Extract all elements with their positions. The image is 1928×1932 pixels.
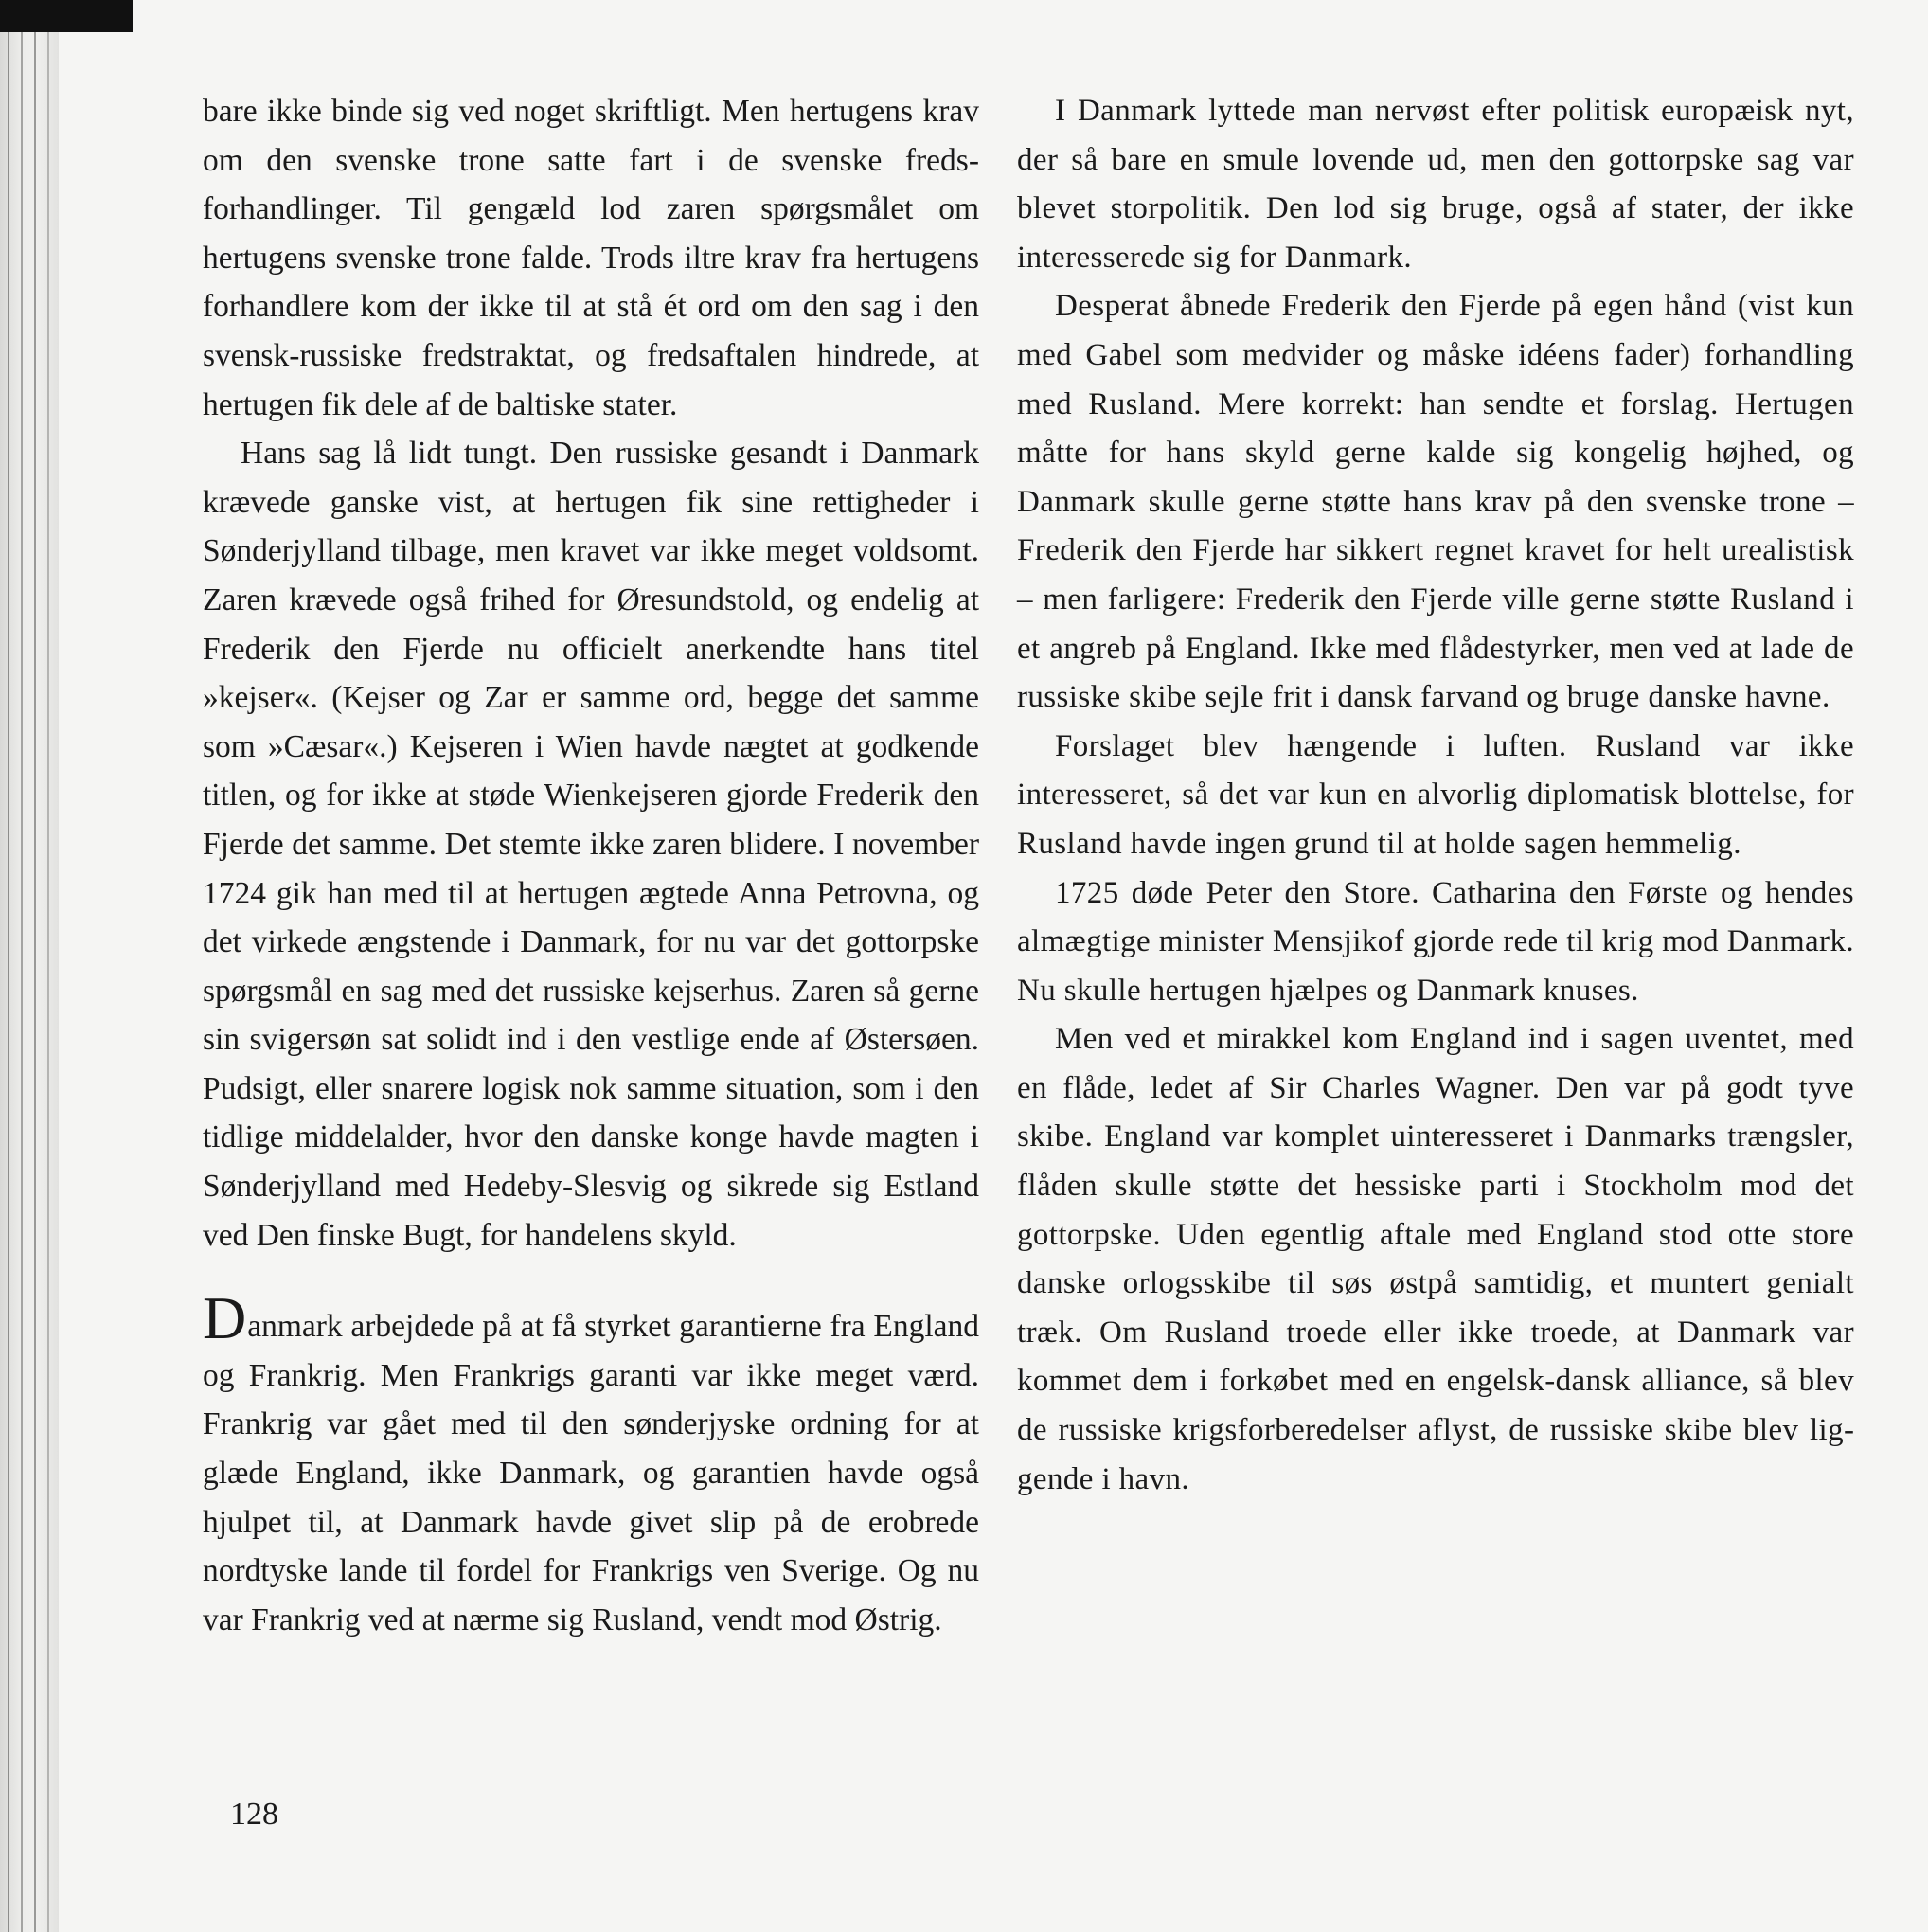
binding-line xyxy=(8,0,9,1932)
paragraph: Desperat åbnede Frederik den Fjerde på egen hånd (vist kun med Gabel som medvider og måske idéens fader) forhandling med Rusland. Mere korrekt: han sendte et forslag. Hertugen måtte for hans skyld gerne kalde sig kongelig højhed, og Danmark skulle gerne støtte hans krav på den svenske trone – Frederik den Fjerde har sikkert regnet kravet for helt urealistisk – men farligere: Frederik den Fjerde ville gerne støtte Rusland i et angreb på England. Ikke med flådestyrker, men ved at lade de russiske skibe sejle frit i dansk farvand og bruge danske havne. xyxy=(1017,289,1854,715)
binding-line xyxy=(21,0,23,1932)
scan-corner-mark xyxy=(0,0,133,32)
paragraph: bare ikke binde sig ved noget skriftligt. Men hertugens krav om den svenske trone satte fart i de svenske fredsforhandlinger. Til gengæld lod zaren spørgsmålet om hertugens svenske trone falde. Trods iltre krav fra hertugens forhandlere kom der ikke til at stå ét ord om den sag i den svensk-russiske fredstraktat, og fredsaftalen hindrede, at hertugen fik dele af de baltiske stater. xyxy=(203,94,979,422)
paragraph: Men ved et mirakkel kom England ind i sagen uventet, med en flåde, ledet af Sir Charles Wagner. Den var på godt tyve skibe. England var komplet uinteresseret i Danmarks trængsler, flåden skulle støtte det hessiske parti i Stockholm mod det gottorpske. Uden egentlig aftale med England stod otte store danske orlogsskibe til søs østpå samtidig, et muntert genialt træk. Om Rusland troede eller ikke troede, at Danmark var kommet dem i forkøbet med en engelsk-dansk alliance, så blev de russiske krigsforberedelser aflyst, de russiske skibe blev liggende i havn. xyxy=(1017,1022,1854,1496)
left-text-column xyxy=(203,87,979,1644)
paragraph: Hans sag lå lidt tungt. Den russiske gesandt i Danmark krævede ganske vist, at hertugen fik sine rettigheder i Sønderjylland tilbage, men kravet var ikke meget voldsomt. Zaren krævede også frihed for Øresundstold, og endelig at Frederik den Fjerde nu officielt anerkendte hans titel »kejser«. (Kejser og Zar er samme ord, begge det samme som »Cæsar«.) Kejseren i Wien havde nægtet at godkende titlen, og for ikke at støde Wienkejseren gjorde Frederik den Fjerde det samme. Det stemte ikke zaren blidere. I november 1724 gik han med til at hertugen ægtede Anna Petrovna, og det virkede ængstende i Danmark, for nu var det gottorpske spørgsmål en sag med det russiske kejserhus. Zaren så gerne sin svigersøn sat solidt ind i den vestlige ende af Østersøen. Pudsigt, eller snarere logisk nok samme situation, som i den tidlige middelalder, hvor den danske konge havde magten i Sønderjylland med Hedeby-Slesvig og sikrede sig Estland ved Den finske Bugt, for handelens skyld. xyxy=(203,436,979,1253)
paragraph-with-initial xyxy=(203,1284,979,1644)
paragraph-text: anmark arbejdede på at få styrket garantierne fra England og Frankrig. Men Frankrigs garanti var ikke meget værd. Frankrig var gået med til den sønderjyske ordning for at glæde England, ikke Danmark, og garantien havde også hjulpet til, at Danmark havde givet slip på de erobrede nordtyske lande til fordel for Frankrigs ven Sverige. Og nu var Frankrig ved at nærme sig Rusland, vendt mod Østrig. xyxy=(203,1309,979,1637)
paragraph: 1725 døde Peter den Store. Catharina den Første og hendes almægtige minister Mensjikof gjorde rede til krig mod Danmark. Nu skulle hertugen hjælpes og Danmark knuses. xyxy=(1017,875,1854,1008)
binding-line xyxy=(47,0,49,1932)
section-break xyxy=(203,1260,979,1299)
book-binding-edge xyxy=(0,0,59,1932)
initial-letter: D xyxy=(203,1284,247,1352)
binding-line xyxy=(34,0,36,1932)
paragraph: I Danmark lyttede man nervøst efter politisk europæisk nyt, der så bare en smule lovende ud, men den gottorpske sag var blevet storpolitik. Den lod sig bruge, også af stater, der ikke interesserede sig for Danmark. xyxy=(1017,94,1854,275)
right-text-column xyxy=(1017,87,1854,1504)
paragraph: Forslaget blev hængende i luften. Rusland var ikke interesseret, så det var kun en alvorlig diplomatisk blottelse, for Rusland havde ingen grund til at holde sagen hemmelig. xyxy=(1017,728,1854,861)
page-number: 128 xyxy=(230,1797,278,1832)
